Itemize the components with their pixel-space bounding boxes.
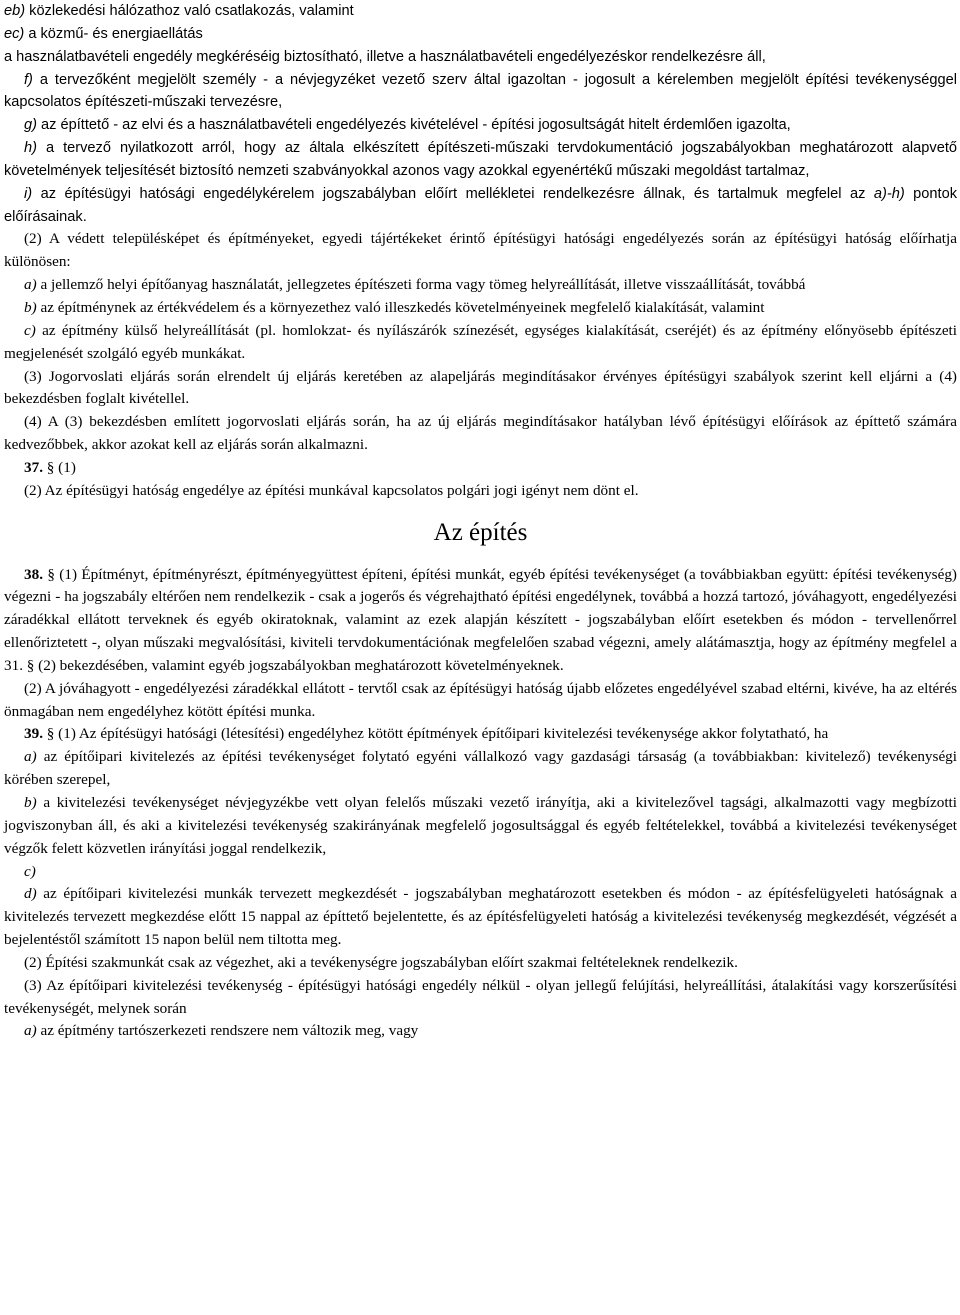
paragraph-text: a tervező nyilatkozott arról, hogy az általa elkészített építészeti-műszaki tervdokumentáció jogszabályokban meghatározott alapvető követelmények teljesítését biztosító nemzeti szabványokkal azonos vagy azokkal egyenértékű műszaki megoldást tartalmaz, [4,140,957,179]
paragraph-text: a közmű- és energiaellátás [24,25,203,42]
paragraph-text: (2) A jóváhagyott - engedélyezési záradékkal ellátott - tervtől csak az építésügyi hatóság újabb előzetes engedélyével szabad eltérni, kivéve, ha az eltérés önmagában nem engedélyhez kötött építési munka. [4,679,957,720]
paragraph [4,861,957,884]
item-label: a) [24,1022,37,1040]
paragraph [4,183,957,229]
upper-block [4,0,957,503]
paragraph [4,457,957,480]
item-label: ec) [4,25,25,42]
paragraph [4,69,957,115]
item-label: d) [24,885,37,903]
paragraph [4,792,957,861]
item-label: f) [24,71,33,88]
paragraph-text: (3) Jogorvoslati eljárás során elrendelt új eljárás keretében az alapeljárás megindításakor érvényes építésügyi szabályok szerint kell eljárni a (4) bekezdésben foglalt kivétellel. [4,367,957,408]
paragraph-text: (3) Az építőipari kivitelezési tevékenység - építésügyi hatósági engedély nélkül - olyan jellegű felújítási, helyreállítási, átalakítási vagy korszerűsítési tevékenységét, melynek során [4,976,957,1017]
paragraph-text: a használatbavételi engedély megkéréséig biztosítható, illetve a használatbavételi engedélyezéskor rendelkezésre áll, [4,48,766,65]
item-label: h) [24,140,37,157]
paragraph-text: (2) A védett településképet és építményeket, egyedi tájértékeket érintő építésügyi hatósági engedélyezés során az építésügyi hatóság előírhatja különösen: [4,230,957,271]
paragraph [4,564,957,678]
item-label: a) [24,276,37,294]
paragraph-text: (2) Az építésügyi hatóság engedélye az építési munkával kapcsolatos polgári jogi igényt nem dönt el. [24,481,639,499]
paragraph-text: az építtető - az elvi és a használatbavételi engedélyezés kivételével - építési jogosultságát hitelt érdemlően igazolta, [36,117,791,134]
paragraph [4,228,957,274]
paragraph-text: § (1) [42,458,76,476]
paragraph [4,46,957,69]
paragraph [4,320,957,366]
paragraph [4,114,957,137]
paragraph [4,297,957,320]
paragraph-text: az építmény tartószerkezeti rendszere nem változik meg, vagy [36,1022,419,1040]
paragraph-text: az építőipari kivitelezés az építési tevékenységet folytató egyéni vállalkozó vagy gazdasági társaság (a továbbiakban: kivitelező) tevékenységi körében szerepel, [4,748,957,789]
item-label: i) [24,185,33,202]
paragraph-text: § (1) Az építésügyi hatósági (létesítési) engedélyhez kötött építmények építőipari kivitelezési tevékenysége akkor folytatható, ha [42,725,829,743]
paragraph [4,952,957,975]
item-label: eb) [4,3,26,19]
paragraph-text: a tervezőként megjelölt személy - a névjegyzéket vezető szerv által igazoltan - jogosult a kérelemben megjelölt építési tevékenységgel kapcsolatos építészeti-műszaki tervezésre, [4,71,957,111]
paragraph [4,23,957,46]
paragraph [4,411,957,457]
paragraph [4,137,957,183]
item-label: c) [24,321,36,339]
paragraph-text: § (1) Építményt, építményrészt, építményegyüttest építeni, építési munkát, egyéb építési tevékenységet (a továbbiakban együtt: építési tevékenység) végezni - ha jogszabály eltérően nem rendelkezik - csak a jogerős és végrehajtható építési engedélynek, továbbá a hozzá tartozó, jóváhagyott, engedélyezési záradékkal ellátott terveknek és egyéb okiratoknak, valamint az ezek alapján készített - jogszabályban előírt esetekben és módon - tervellenőrrel ellenőriztetett -, olyan műszaki megvalósítási, kiviteli tervdokumentációnak megfelelően szabad végezni, amely alátámasztja, hogy az építmény megfelel a 31. § (2) bekezdésében, valamint egyéb jogszabályokban meghatározott követelményeknek. [4,565,957,674]
section-number: 39. [24,725,43,743]
paragraph [4,975,957,1021]
document-page [4,0,957,1043]
paragraph-text: (2) Építési szakmunkát csak az végezhet, aki a tevékenységre jogszabályban előírt szakmai feltételeknek rendelkezik. [24,953,738,971]
paragraph-text: (4) A (3) bekezdésben említett jogorvoslati eljárás során, ha az új eljárás megindításakor hatályban lévő építésügyi előírások az építtető számára kedvezőbbek, akkor azokat kell az eljárás során alkalmazni. [4,413,957,454]
item-label: a)-h) [873,185,905,202]
section-number: 37. [24,458,43,476]
paragraph-text: az építménynek az értékvédelem és a környezethez való illeszkedés követelményeinek megfelelő kialakítását, valamint [36,298,765,316]
paragraph [4,746,957,792]
item-label: c) [24,862,36,880]
section-number: 38. [24,565,43,583]
paragraph-text: a kivitelezési tevékenységet névjegyzékbe vett olyan felelős műszaki vezető irányítja, aki a kivitelezővel tagsági, alkalmazotti vagy megbízotti jogviszonyban áll, és aki a kivitelezési tevékenység szakirányának megfelelő jogosultsággal és egyéb feltételekkel, továbbá a kivitelezési tevékenységet végzők felett közvetlen irányítási joggal rendelkezik, [4,794,957,857]
paragraph [4,678,957,724]
paragraph-text: közlekedési hálózathoz való csatlakozás, valamint [25,3,354,19]
item-label: b) [24,298,37,316]
paragraph [4,723,957,746]
paragraph [4,883,957,952]
paragraph [4,274,957,297]
paragraph [4,0,957,23]
item-label: g) [24,117,37,134]
lower-block [4,564,957,1044]
paragraph [4,366,957,412]
paragraph-text: az építésügyi hatósági engedélykérelem jogszabályban előírt mellékletei rendelkezésre állnak, és tartalmuk megfelel az [32,185,874,202]
paragraph-text: pontok előírásainak. [4,185,958,225]
item-label: a) [24,748,37,766]
section-heading: Az építés [433,518,528,546]
paragraph [4,480,957,503]
item-label: b) [24,794,37,811]
paragraph-text: az építőipari kivitelezési munkák tervezett megkezdését - jogszabályban meghatározott esetekben és módon - az építésfelügyeleti hatóságnak a kivitelezés tervezett megkezdése előtt 15 nappal az építtető bejelentette, és az építésfelügyeleti hatóság a kivitelezési tevékenység megkezdését, végzését a bejelentéstől számított 15 napon belül nem tiltotta meg. [4,885,957,949]
paragraph-text: a jellemző helyi építőanyag használatát, jellegzetes építészeti forma vagy tömeg helyreállítását, illetve visszaállítását, továbbá [36,276,806,294]
paragraph [4,1020,957,1043]
paragraph-text: az építmény külső helyreállítását (pl. homlokzat- és nyílászárók színezését, egységes kialakítását, cseréjét) és az építmény előnyösebb építészeti megjelenését szolgáló egyéb munkákat. [4,321,957,362]
